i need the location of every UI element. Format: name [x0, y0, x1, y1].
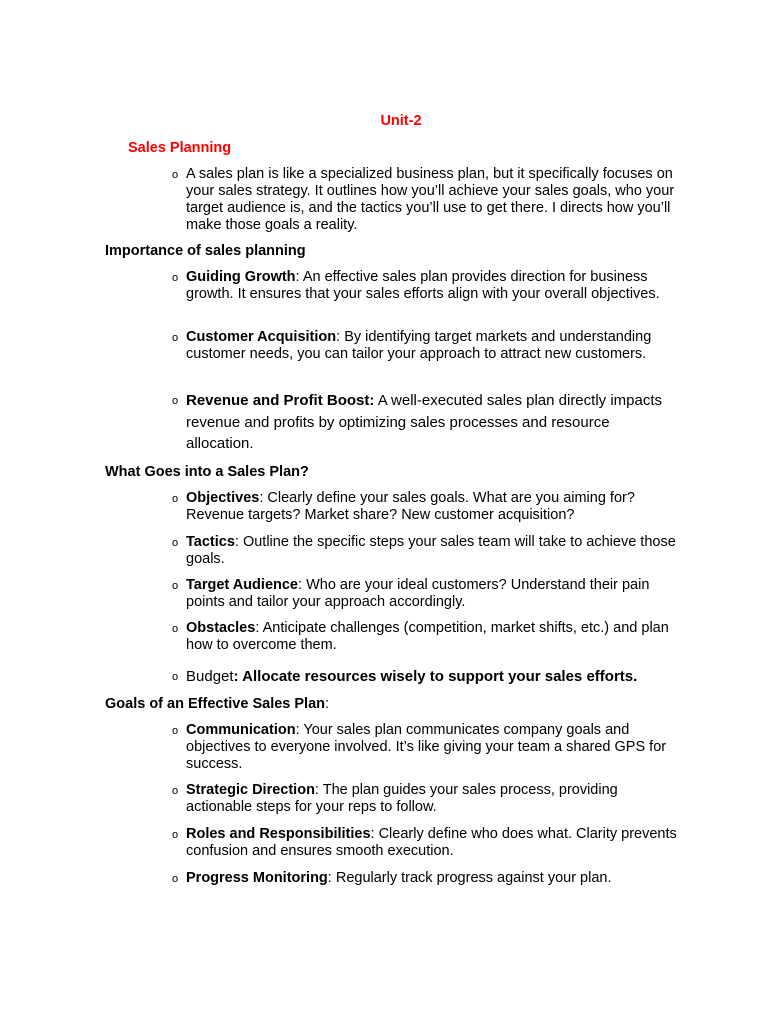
- item-separator: :: [327, 870, 336, 886]
- item-separator: :: [295, 269, 303, 285]
- bullet-icon: o: [172, 580, 179, 592]
- heading-what-goes-into: [105, 464, 309, 481]
- item-term: Revenue and Profit Boost:: [186, 392, 375, 409]
- item-bold-text: : Allocate resources wisely to support your sales efforts.: [233, 668, 638, 685]
- bullet-icon: o: [172, 785, 179, 797]
- bullet-icon: o: [172, 272, 179, 284]
- item-separator: :: [370, 826, 379, 842]
- item-term: Customer Acquisition: [186, 329, 337, 345]
- item-term: Guiding Growth: [186, 269, 296, 285]
- intro-paragraph: [172, 166, 686, 234]
- item-text: The plan guides your sales process, providing actionable steps for your reps to follow.: [186, 782, 618, 815]
- list-item-budget: [172, 666, 686, 688]
- item-term: Roles and Responsibilities: [186, 826, 371, 842]
- bullet-icon: o: [172, 725, 179, 737]
- list-item-progress-monitoring: [172, 870, 686, 887]
- list-item-obstacles: [172, 620, 686, 654]
- item-text: Your sales plan communicates company goals and objectives to everyone involved. It’s like giving your team a shared GPS for success.: [186, 722, 667, 772]
- item-text: A well-executed sales plan directly impacts revenue and profits by optimizing sales processes and resource allocation.: [186, 392, 662, 452]
- bullet-icon: o: [172, 623, 179, 635]
- bullet-icon: o: [172, 829, 179, 841]
- bullet-icon: o: [172, 395, 179, 407]
- item-text: Outline the specific steps your sales team will take to achieve those goals.: [186, 534, 676, 567]
- heading-importance: [105, 243, 306, 260]
- section-title-sales-planning: Sales Planning: [128, 140, 232, 156]
- bullet-icon: o: [172, 873, 179, 885]
- item-term: Objectives: [186, 490, 260, 506]
- item-term: Progress Monitoring: [186, 870, 328, 886]
- item-separator: :: [255, 620, 263, 636]
- heading-text: Importance of sales planning: [105, 243, 306, 259]
- item-lead: Budget: [186, 668, 234, 685]
- item-text: Clearly define who does what. Clarity prevents confusion and ensures smooth execution.: [186, 826, 677, 859]
- unit-title: Unit-2: [380, 113, 422, 129]
- item-term: Tactics: [186, 534, 235, 550]
- item-text: Anticipate challenges (competition, market shifts, etc.) and plan how to overcome them.: [186, 620, 669, 653]
- heading-suffix: :: [325, 696, 330, 712]
- list-item-strategic-direction: [172, 782, 686, 816]
- bullet-icon: o: [172, 169, 179, 181]
- item-text: Regularly track progress against your plan.: [335, 870, 612, 886]
- item-separator: :: [336, 329, 345, 345]
- bullet-icon: o: [172, 332, 179, 344]
- item-text: By identifying target markets and understanding customer needs, you can tailor your approach to attract new customers.: [186, 329, 652, 362]
- list-item-communication: [172, 722, 686, 773]
- item-text: An effective sales plan provides direction for business growth. It ensures that your sales efforts align with your overall objectives.: [186, 269, 660, 302]
- bullet-icon: o: [172, 671, 179, 683]
- item-term: Communication: [186, 722, 296, 738]
- list-item-revenue-profit: [172, 390, 664, 455]
- item-separator: :: [314, 782, 323, 798]
- list-item-tactics: [172, 534, 686, 568]
- item-separator: :: [295, 722, 304, 738]
- list-item-target-audience: [172, 577, 686, 611]
- item-separator: :: [298, 577, 307, 593]
- item-separator: :: [234, 534, 243, 550]
- item-text: Who are your ideal customers? Understand their pain points and tailor your approach accordingly.: [186, 577, 650, 610]
- item-term: Obstacles: [186, 620, 256, 636]
- item-separator: :: [259, 490, 268, 506]
- bullet-icon: o: [172, 537, 179, 549]
- item-term: Strategic Direction: [186, 782, 315, 798]
- list-item-guiding-growth: [172, 269, 686, 303]
- item-text: Clearly define your sales goals. What are you aiming for? Revenue targets? Market share? New customer acquisition?: [186, 490, 635, 523]
- list-item-roles-responsibilities: [172, 826, 686, 860]
- list-item-objectives: [172, 490, 686, 524]
- item-term: Target Audience: [186, 577, 298, 593]
- heading-text: What Goes into a Sales Plan?: [105, 464, 309, 480]
- heading-goals: [105, 696, 329, 713]
- list-item-customer-acquisition: [172, 329, 686, 363]
- intro-text: A sales plan is like a specialized business plan, but it specifically focuses on your sales strategy. It outlines how you’ll achieve your sales goals, who your target audience is, and the tactics you’ll use to get there. I directs how you’ll make those goals a reality.: [186, 166, 675, 233]
- bullet-icon: o: [172, 493, 179, 505]
- heading-text: Goals of an Effective Sales Plan: [105, 696, 325, 712]
